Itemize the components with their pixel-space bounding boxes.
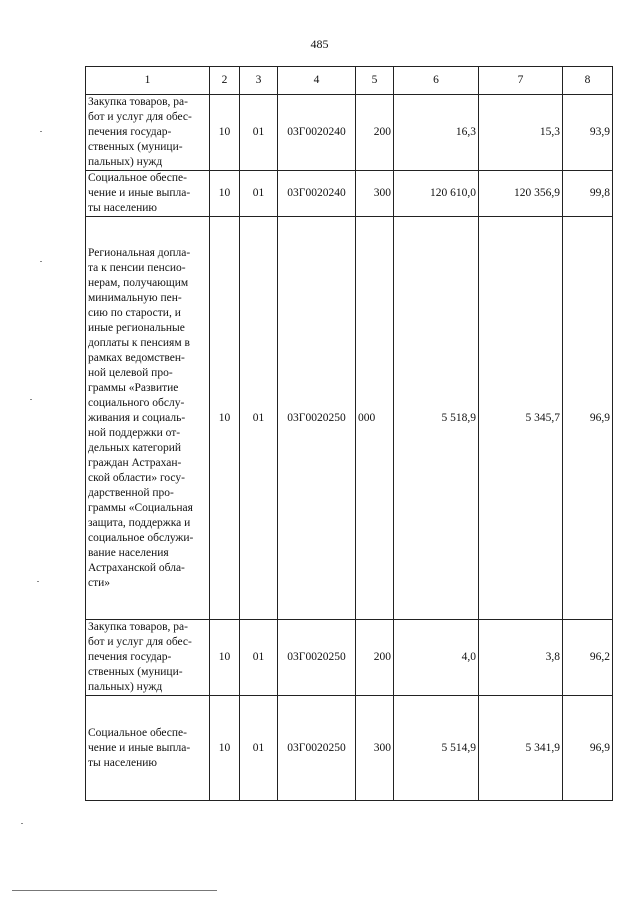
row-percent: 96,9: [563, 696, 613, 801]
scan-speck: [21, 823, 23, 824]
row-expense-type: 000: [356, 217, 394, 620]
row-name: Закупка товаров, ра- бот и услуг для обес- печения государ- ственных (муници- пальных) нужд: [86, 620, 210, 696]
row-plan: 16,3: [394, 95, 479, 171]
row-section: 10: [210, 171, 240, 217]
row-plan: 4,0: [394, 620, 479, 696]
row-percent: 93,9: [563, 95, 613, 171]
row-target-code: 03Г0020250: [278, 696, 356, 801]
row-plan: 120 610,0: [394, 171, 479, 217]
header-row: [86, 67, 613, 95]
row-target-code: 03Г0020240: [278, 95, 356, 171]
row-section: 10: [210, 696, 240, 801]
header-col-3: 3: [240, 67, 278, 95]
row-expense-type: 300: [356, 696, 394, 801]
row-actual: 5 341,9: [479, 696, 563, 801]
row-expense-type: 200: [356, 95, 394, 171]
row-section: 10: [210, 620, 240, 696]
row-name: Социальное обеспе- чение и иные выпла- ты населению: [86, 171, 210, 217]
header-col-8: 8: [563, 67, 613, 95]
budget-table: [85, 66, 613, 801]
row-subsection: 01: [240, 217, 278, 620]
footnote-rule: [12, 890, 217, 891]
row-plan: 5 518,9: [394, 217, 479, 620]
row-subsection: 01: [240, 620, 278, 696]
row-percent: 96,2: [563, 620, 613, 696]
page-number: 485: [310, 37, 329, 51]
row-percent: 96,9: [563, 217, 613, 620]
row-expense-type: 200: [356, 620, 394, 696]
row-percent: 99,8: [563, 171, 613, 217]
scan-speck: [37, 581, 39, 582]
header-col-2: 2: [210, 67, 240, 95]
row-name: Социальное обеспе- чение и иные выпла- ты населению: [86, 696, 210, 801]
row-actual: 3,8: [479, 620, 563, 696]
scan-speck: [40, 131, 42, 132]
table-row: [86, 171, 613, 217]
header-col-7: 7: [479, 67, 563, 95]
row-target-code: 03Г0020250: [278, 217, 356, 620]
header-col-4: 4: [278, 67, 356, 95]
row-target-code: 03Г0020250: [278, 620, 356, 696]
table-row: [86, 95, 613, 171]
row-plan: 5 514,9: [394, 696, 479, 801]
row-actual: 120 356,9: [479, 171, 563, 217]
row-name: Закупка товаров, ра- бот и услуг для обес- печения государ- ственных (муници- пальных) нужд: [86, 95, 210, 171]
header-col-1: 1: [86, 67, 210, 95]
row-expense-type: 300: [356, 171, 394, 217]
row-target-code: 03Г0020240: [278, 171, 356, 217]
table-row: [86, 696, 613, 801]
row-subsection: 01: [240, 696, 278, 801]
row-name: Региональная допла- та к пенсии пенсио- нерам, получающим минимальную пен- сию по старости, и иные региональные доплаты к пенсиям в рамках ведомствен- ной целевой про- граммы «Развитие социального обслу- живания и социаль- ной поддержки от- дельных категорий граждан Астрахан- ской области» госу- дарственной про- граммы «Социальная защита, поддержка и социальное обслужи- вание населения Астраханской обла- сти»: [86, 217, 210, 620]
table-row: [86, 217, 613, 620]
table-row: [86, 620, 613, 696]
row-actual: 5 345,7: [479, 217, 563, 620]
scan-speck: [40, 261, 42, 262]
header-col-5: 5: [356, 67, 394, 95]
row-subsection: 01: [240, 95, 278, 171]
header-col-6: 6: [394, 67, 479, 95]
scan-speck: [30, 399, 32, 400]
row-actual: 15,3: [479, 95, 563, 171]
row-subsection: 01: [240, 171, 278, 217]
row-section: 10: [210, 95, 240, 171]
row-section: 10: [210, 217, 240, 620]
